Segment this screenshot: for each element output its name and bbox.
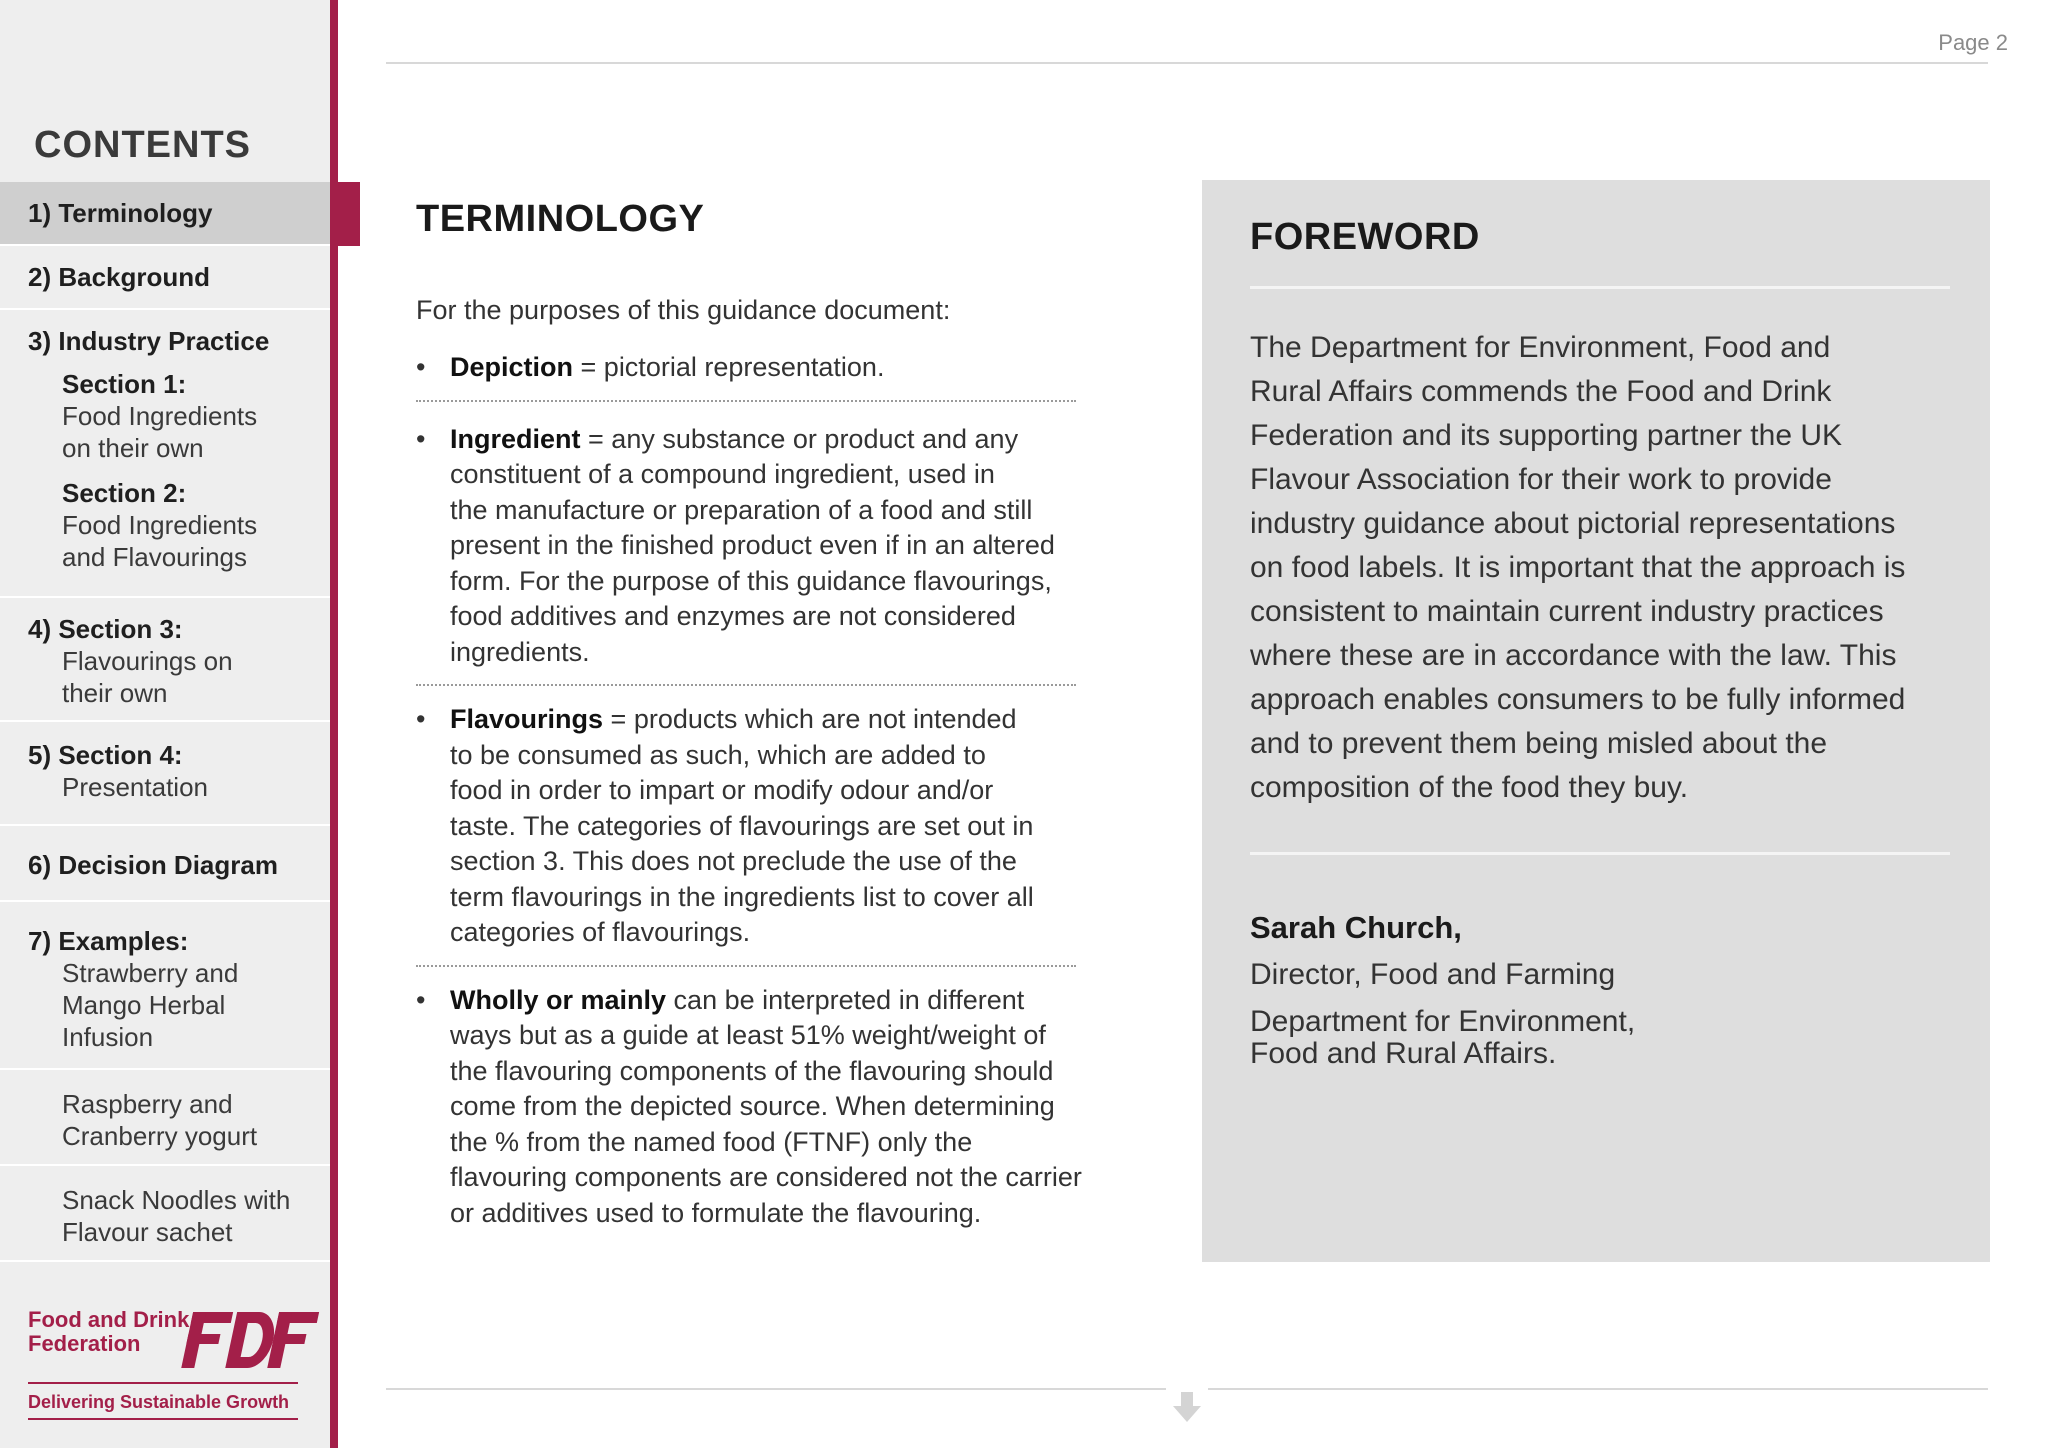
nav-item-subtext: Raspberry and [62,1089,233,1119]
dotted-divider [416,684,1076,686]
nav-item-section-3[interactable] [0,598,330,722]
nav-subsection-1-text: Food Ingredients [62,401,258,431]
nav-item-label: 3) Industry Practice [28,326,270,356]
bullet-icon: • [416,984,426,1015]
definition-text: the flavouring components of the flavouring should [450,1055,1054,1086]
definition-text: flavouring components are considered not the carrier [450,1162,1082,1192]
nav-item-subtext: Flavourings on [62,646,233,676]
definition-text: the manufacture or preparation of a food and still [450,494,1033,525]
definition-ingredient [416,422,1116,671]
department-line: Department for Environment, [1250,1005,1636,1038]
definition-text: term flavourings in the ingredients list to cover all [450,881,1034,912]
foreword-line: and to prevent them being misled about the [1250,727,1828,760]
terminology-intro: For the purposes of this guidance document: [416,295,951,325]
nav-item-subtext: their own [62,678,168,708]
bullet-icon: • [416,704,426,734]
footer-rule [1208,1388,1988,1390]
nav-subsection-1-text: on their own [62,433,204,463]
nav-item-decision-diagram[interactable] [0,826,330,902]
nav-item-subtext: Cranberry yogurt [62,1121,258,1151]
definition-text: or additives used to formulate the flavouring. [450,1197,982,1228]
definition-depiction [416,350,1116,386]
nav-item-subtext: Mango Herbal [62,990,226,1020]
definition-separator: = [573,352,604,382]
foreword-line: industry guidance about pictorial representations [1250,507,1896,540]
nav-subsection-2-text: and Flavourings [62,542,247,572]
active-section-marker [330,182,360,246]
contents-nav [0,182,330,1262]
definition-text: taste. The categories of flavourings are set out in [450,810,1034,841]
definition-separator [666,985,674,1015]
nav-item-label: 6) Decision Diagram [28,850,278,880]
nav-item-label: 4) Section 3: [28,614,183,644]
signatory-name: Sarah Church, [1250,910,1462,945]
definition-text: present in the finished product even if in an altered [450,530,1055,560]
foreword-title: FOREWORD [1250,216,1480,258]
logo-rule [28,1382,298,1384]
nav-subsection-2-title[interactable]: Section 2: [62,478,187,508]
definition-term: Flavourings [450,704,604,734]
definition-text: products which are not intended [633,704,1017,734]
definition-term: Wholly or mainly [450,984,667,1015]
nav-item-subtext: Flavour sachet [62,1217,233,1247]
footer-rule [386,1388,1166,1390]
nav-item-subtext: Snack Noodles with [62,1185,291,1215]
definition-text: food in order to impart or modify odour and/or [450,775,994,805]
foreword-line: Flavour Association for their work to provide [1250,463,1832,496]
logo-tagline: Delivering Sustainable Growth [28,1392,290,1412]
dotted-divider [416,965,1076,967]
logo-text-line-1: Food and Drink [28,1307,190,1332]
dotted-divider [416,400,1076,402]
foreword-line: The Department for Environment, Food and [1250,331,1831,364]
definition-text: to be consumed as such, which are added to [450,739,986,770]
definition-term: Ingredient [450,423,581,454]
definition-text: come from the depicted source. When determining [450,1091,1055,1121]
nav-item-label: 7) Examples: [28,926,189,956]
definition-text: categories of flavourings. [450,917,751,947]
foreword-body [1250,326,1950,810]
foreword-panel [1202,180,1990,1262]
contents-title: CONTENTS [34,124,251,166]
definition-text: form. For the purpose of this guidance flavourings, [450,565,1052,596]
logo-rule [28,1418,298,1420]
definition-text: ingredients. [450,636,590,667]
definition-text: food additives and enzymes are not considered [450,601,1016,631]
down-arrow-icon[interactable] [1166,1388,1208,1430]
nav-subsection-2-text: Food Ingredients [62,510,258,540]
terminology-title: TERMINOLOGY [416,198,705,240]
foreword-line: Federation and its supporting partner the UK [1250,419,1843,452]
nav-item-subtext: Strawberry and [62,958,239,988]
foreword-line: on food labels. It is important that the approach is [1250,551,1906,584]
nav-item-example-raspberry[interactable] [0,1070,330,1166]
nav-item-subtext: Presentation [62,772,208,802]
nav-item-example-noodles[interactable] [0,1166,330,1262]
signatory-department [1250,1006,1635,1070]
foreword-line: approach enables consumers to be fully informed [1250,683,1906,716]
definition-separator: = [603,704,634,734]
nav-item-label: 1) Terminology [28,198,213,228]
sidebar [0,0,330,1448]
definition-text: section 3. This does not preclude the use of the [450,846,1017,876]
foreword-line: composition of the food they buy. [1250,771,1689,804]
fdf-logo-mark-icon [180,1308,326,1372]
definition-flavourings [416,702,1116,951]
nav-item-background[interactable] [0,246,330,310]
nav-item-examples[interactable] [0,902,330,1070]
nav-item-subtext: Infusion [62,1022,154,1052]
nav-item-label: 2) Background [28,262,211,292]
definition-text: the % from the named food (FTNF) only the [450,1126,973,1157]
definition-text: any substance or product and any [611,423,1019,454]
definition-text: pictorial representation. [603,352,885,382]
logo-text-line-2: Federation [28,1331,141,1356]
bullet-icon: • [416,352,426,382]
foreword-line: Rural Affairs commends the Food and Drink [1250,375,1832,408]
definition-text: can be interpreted in different [673,984,1025,1015]
foreword-rule [1250,852,1950,855]
nav-item-section-4[interactable] [0,722,330,826]
nav-item-terminology[interactable] [0,182,330,246]
nav-item-label: 5) Section 4: [28,740,183,770]
foreword-rule [1250,286,1950,289]
definition-separator: = [580,423,612,454]
header-rule [386,62,1988,64]
nav-item-industry-practice[interactable] [0,310,330,598]
definition-term: Depiction [450,352,574,382]
nav-subsection-1-title[interactable]: Section 1: [62,369,187,399]
foreword-line: where these are in accordance with the law. This [1250,639,1897,672]
bullet-icon: • [416,423,426,454]
department-line: Food and Rural Affairs. [1250,1037,1557,1070]
page-number: Page 2 [1938,30,2008,55]
fdf-logo[interactable] [28,1307,298,1412]
terminology-section [416,198,1116,1231]
definition-text: ways but as a guide at least 51% weight/weight of [450,1020,1046,1050]
signatory-role: Director, Food and Farming [1250,958,1616,991]
foreword-line: consistent to maintain current industry practices [1250,595,1884,628]
definition-wholly-or-mainly [416,983,1116,1232]
definition-text: constituent of a compound ingredient, used in [450,459,995,489]
